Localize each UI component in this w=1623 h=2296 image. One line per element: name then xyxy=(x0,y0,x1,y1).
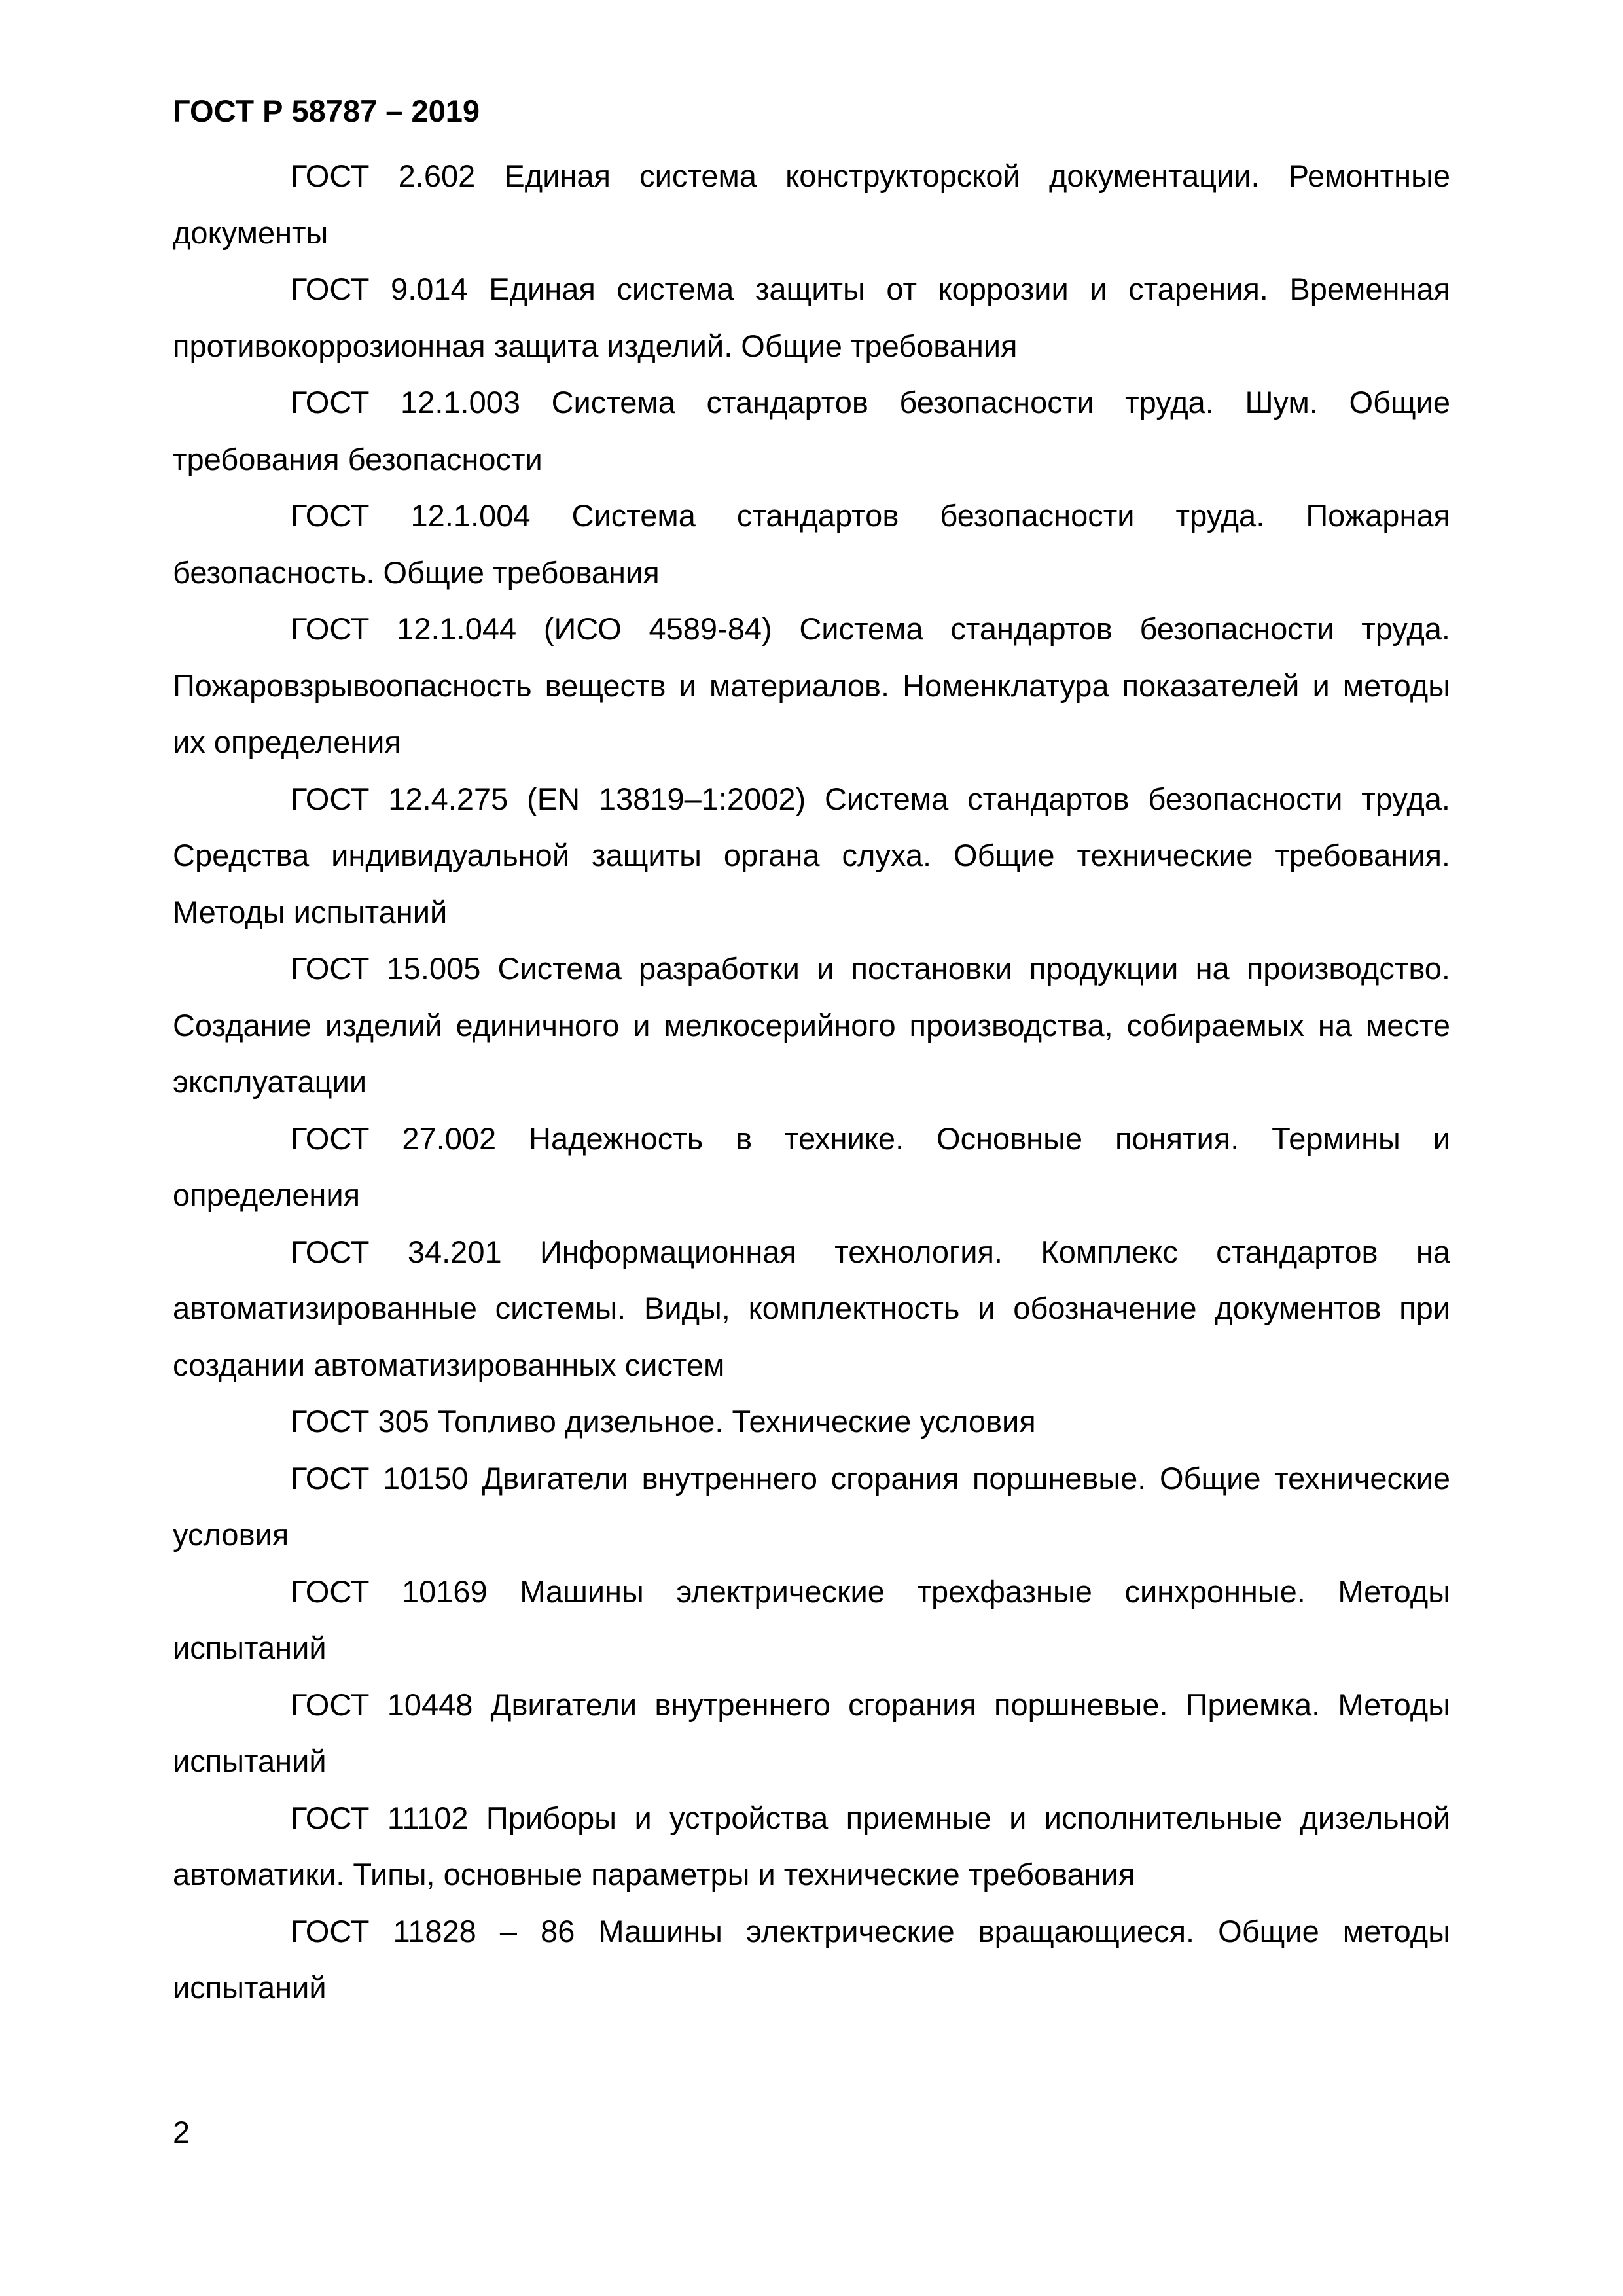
document-header-id: ГОСТ Р 58787 – 2019 xyxy=(173,94,480,128)
reference-entry: ГОСТ 34.201 Информационная технология. Комплекс стандартов на автоматизированные системы. Виды, комплектность и обозначение документов при создании автоматизированных систем xyxy=(173,1234,1450,1382)
reference-entry: ГОСТ 10169 Машины электрические трехфазные синхронные. Методы испытаний xyxy=(173,1573,1450,1665)
reference-entry: ГОСТ 27.002 Надежность в технике. Основные понятия. Термины и определения xyxy=(173,1121,1450,1212)
reference-entry: ГОСТ 10448 Двигатели внутреннего сгорания поршневые. Приемка. Методы испытаний xyxy=(173,1687,1450,1778)
reference-entry: ГОСТ 11102 Приборы и устройства приемные и исполнительные дизельной автоматики. Типы, основные параметры и технические требования xyxy=(173,1800,1450,1892)
reference-entry: ГОСТ 12.1.004 Система стандартов безопасности труда. Пожарная безопасность. Общие требования xyxy=(173,498,1450,590)
reference-entry: ГОСТ 11828 – 86 Машины электрические вращающиеся. Общие методы испытаний xyxy=(173,1913,1450,2005)
reference-entry: ГОСТ 12.1.044 (ИСО 4589-84) Система стандартов безопасности труда. Пожаровзрывоопасность веществ и материалов. Номенклатура показателей и методы их определения xyxy=(173,611,1450,759)
reference-entry: ГОСТ 2.602 Единая система конструкторской документации. Ремонтные документы xyxy=(173,158,1450,250)
normative-references-list xyxy=(173,148,1450,2017)
reference-entry: ГОСТ 305 Топливо дизельное. Технические условия xyxy=(291,1404,1036,1439)
reference-entry: ГОСТ 10150 Двигатели внутреннего сгорания поршневые. Общие технические условия xyxy=(173,1460,1450,1552)
reference-entry: ГОСТ 15.005 Система разработки и постановки продукции на производство. Создание изделий единичного и мелкосерийного производства, собираемых на месте эксплуатации xyxy=(173,951,1450,1099)
reference-entry: ГОСТ 12.1.003 Система стандартов безопасности труда. Шум. Общие требования безопасности xyxy=(173,385,1450,476)
page-number: 2 xyxy=(173,2115,190,2149)
reference-entry: ГОСТ 9.014 Единая система защиты от коррозии и старения. Временная противокоррозионная защита изделий. Общие требования xyxy=(173,272,1450,363)
reference-entry: ГОСТ 12.4.275 (EN 13819–1:2002) Система стандартов безопасности труда. Средства индивидуальной защиты органа слуха. Общие технические требования. Методы испытаний xyxy=(173,781,1450,929)
